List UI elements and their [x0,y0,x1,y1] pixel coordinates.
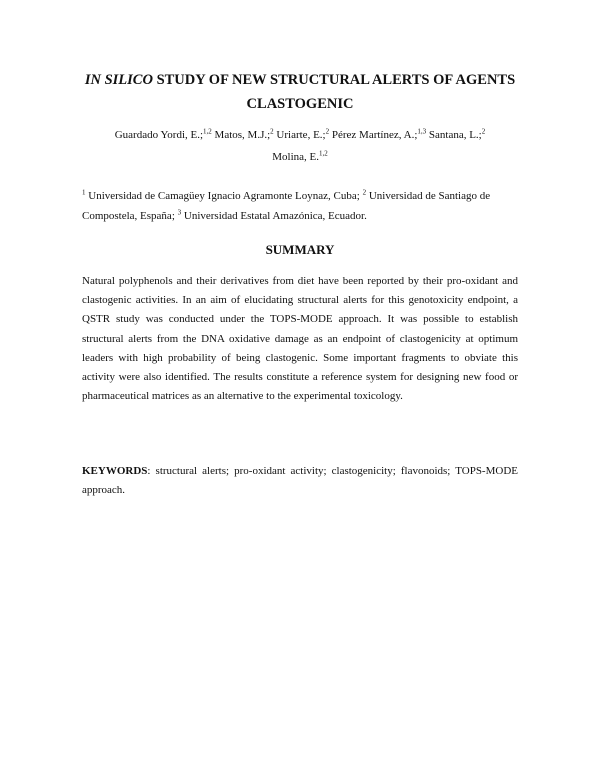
affiliation-text: Universidad de Camagüey Ignacio Agramonte Loynaz, Cuba; [85,190,363,202]
author-name: Guardado Yordi, E.; [114,129,204,141]
author-name: Matos, M.J.; [214,129,271,141]
author-affiliation-mark: 1,2 [319,149,328,158]
affiliation-mark: 2 [362,188,367,197]
author-name: Uriarte, E.; [276,129,326,141]
title-rest: STUDY OF NEW STRUCTURAL ALERTS OF AGENTS CLASTOGENIC [152,72,516,112]
abstract-text: Natural polyphenols and their derivatives from diet have been reported by their pro-oxidant and clastogenic activities. In an aim of elucidating structural alerts for this genotoxicity endpoint, a QSTR study was conducted under the TOPS-MODE approach. It was possible to establish structural alerts from the DNA oxidative damage as an endpoint of clastogenicity at optimum leaders with high probability of being clastogenic. Some important fragments to obviate this activity were also identified. The results constitute a reference system for designing new food or pharmaceutical matrices as an alternative to the experimental toxicology. [82,275,518,403]
paper-title [70,68,530,116]
author-affiliation-mark: 2 [325,127,330,136]
author-affiliation-mark: 1,3 [417,127,427,136]
author-affiliation-mark: 2 [481,127,486,136]
affiliation-mark: 1 [82,188,86,197]
author-name: Pérez Martínez, A.; [331,129,418,141]
author-affiliation-mark: 2 [270,127,274,136]
author-name: Molina, E. [272,151,319,163]
affiliation-text: Universidad Estatal Amazónica, Ecuador. [181,210,367,222]
affiliation-text: Universidad de Santiago de Compostela, España; [82,190,491,222]
affiliation-mark: 3 [177,208,182,217]
author-affiliation-mark: 1,2 [203,127,212,136]
affiliations [82,186,522,226]
keywords [82,462,518,500]
author-name: Santana, L.; [428,129,482,141]
author-list [86,124,514,168]
title-italic-part: IN SILICO [84,72,153,88]
keywords-label: KEYWORDS [82,465,148,477]
keywords-text: : structural alerts; pro-oxidant activity; clastogenicity; flavonoids; TOPS-MODE approach. [82,465,518,497]
summary-heading: SUMMARY [265,242,335,257]
